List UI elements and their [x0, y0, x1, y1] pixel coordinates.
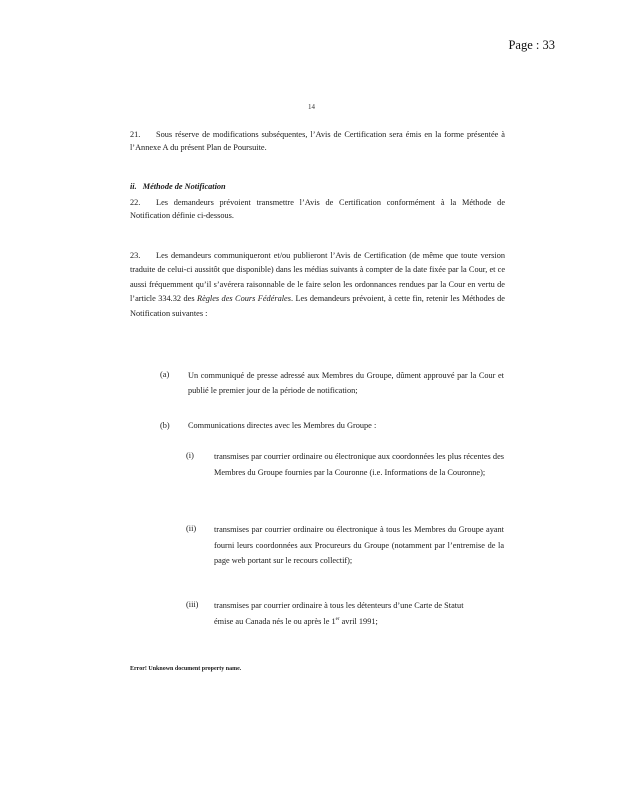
item-a-label: (a) — [160, 370, 170, 379]
section-heading — [130, 182, 505, 191]
sub-ii-label: (ii) — [186, 524, 197, 533]
sub-i-text: transmises par courrier ordinaire ou électronique aux coordonnées les plus récentes des Membres du Groupe fournies par la Couronne (i.e. Informations de la Couronne); — [214, 452, 504, 477]
sub-i-label: (i) — [186, 451, 194, 460]
paragraph-number: 21. — [130, 130, 141, 139]
paragraph-text-italic: Règles des Cours Fédérales — [197, 294, 291, 304]
sub-iii-line-2 — [214, 614, 504, 630]
sub-iii-label: (iii) — [186, 600, 199, 609]
paragraph-number: 22. — [130, 198, 141, 207]
paragraph-text-before: Les demandeurs communiqueront et/ou publieront l’Avis de Certification (de même que toute version traduite de celui-ci aussitôt que disponible) dans les médias suivants à compter de la date fixée par la Cour, et ce aussi fréquemment qu’il s’avérera raisonnable de le faire selon les ordonnances rendues par la Cour en vertu de l’article 334.32 des — [130, 251, 505, 304]
paragraph-22 — [130, 196, 505, 222]
paragraph-23 — [130, 249, 505, 321]
paragraph-text: Sous réserve de modifications subséquentes, l’Avis de Certification sera émis en la forme présentée à l’Annexe A du présent Plan de Poursuite. — [130, 130, 505, 152]
section-title: Méthode de Notification — [142, 182, 226, 191]
sub-iii-text — [214, 598, 504, 629]
footer-error-text: Error! Unknown document property name. — [130, 666, 242, 672]
page-number: 14 — [308, 103, 315, 111]
paragraph-text: Les demandeurs prévoient transmettre l’Avis de Certification conformément à la Méthode de Notification définie ci-dessous. — [130, 198, 505, 220]
item-b-text: Communications directes avec les Membres du Groupe : — [188, 421, 377, 430]
page-label: Page : 33 — [508, 38, 555, 52]
paragraph-21 — [130, 128, 505, 154]
paragraph-number: 23. — [130, 251, 141, 260]
sub-iii-line-2-after: avril 1991; — [339, 616, 378, 626]
sub-iii-line-1: transmises par courrier ordinaire à tous les détenteurs d’une Carte de Statut — [214, 601, 464, 610]
item-b-label: (b) — [160, 421, 170, 430]
sub-iii-line-2-before: émise au Canada nés le ou après le 1 — [214, 616, 336, 626]
item-a-text: Un communiqué de presse adressé aux Membres du Groupe, dûment approuvé par la Cour et publié le premier jour de la période de notification; — [188, 371, 504, 395]
paragraph-text-after: . Les demandeurs prévoient, à cette fin, retenir les Méthodes de Notification suivantes : — [130, 294, 505, 318]
section-roman: ii. — [130, 182, 137, 191]
ordinal-superscript: er — [335, 616, 340, 622]
sub-ii-text: transmises par courrier ordinaire ou électronique à tous les Membres du Groupe ayant fourni leurs coordonnées aux Procureurs du Groupe (notamment par l’entremise de la page web portant sur le recours collectif); — [214, 525, 504, 565]
